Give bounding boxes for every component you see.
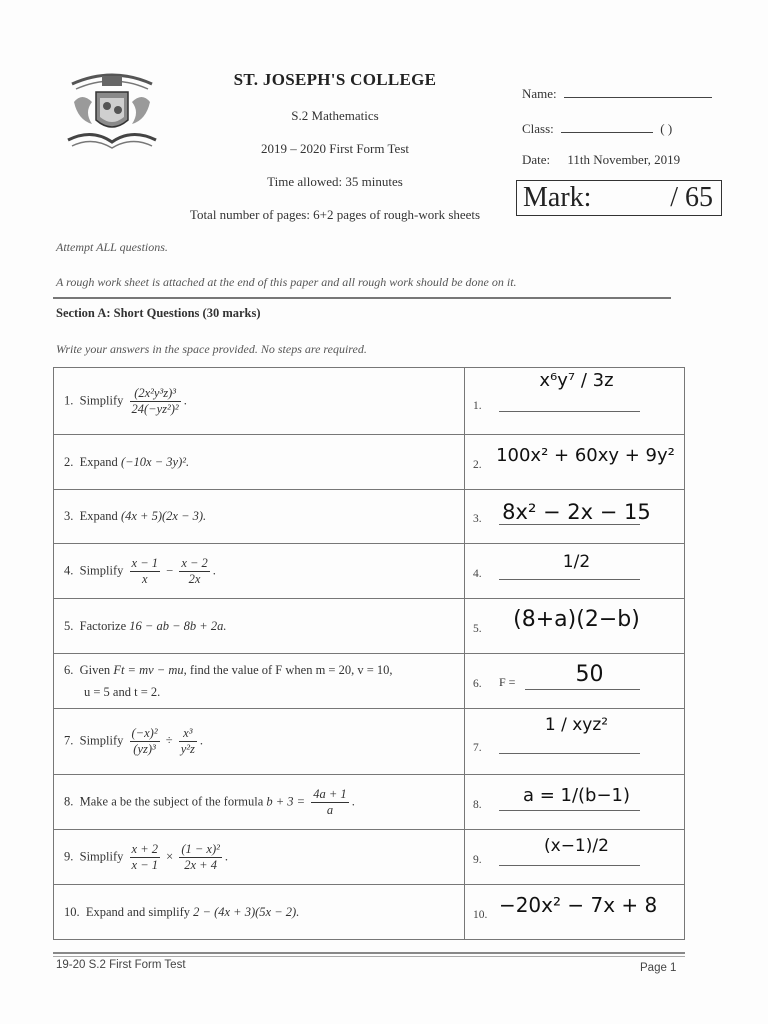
answer-line [499, 753, 640, 754]
answer-cell[interactable] [464, 709, 684, 775]
handwritten-answer: x⁶y⁷ / 3z [539, 370, 614, 391]
question-row [54, 599, 685, 654]
question-row [54, 709, 685, 775]
school-name: ST. JOSEPH'S COLLEGE [233, 70, 437, 89]
fraction-numerator: x − 2 [181, 555, 208, 570]
footer-test-name: 19-20 S.2 First Form Test [56, 959, 186, 971]
question-number: 6. [64, 663, 74, 677]
fraction-denominator: 2x [188, 571, 201, 586]
question-text: Expand and simplify [85, 904, 191, 919]
answer-cell[interactable] [464, 490, 684, 544]
answer-number: 3. [472, 513, 482, 525]
question-row [54, 830, 685, 885]
question-text-line2: u = 5 and t = 2. [84, 685, 161, 699]
fraction-numerator: x − 1 [131, 555, 158, 570]
answer-number: 7. [472, 742, 482, 754]
fraction-numerator: x + 2 [131, 841, 158, 856]
question-text: Factorize [79, 618, 127, 633]
question-text: Simplify [79, 392, 124, 407]
handwritten-answer: −20x² − 7x + 8 [498, 893, 658, 917]
answer-number: 8. [472, 799, 482, 811]
name-field[interactable] [522, 85, 712, 102]
fraction-numerator: 4a + 1 [313, 786, 347, 801]
question-row [54, 435, 685, 490]
date-field [522, 152, 680, 168]
question-number: 1. [64, 392, 74, 407]
class-field[interactable] [522, 120, 672, 137]
fraction-denominator: y²z [180, 742, 195, 756]
answer-number: 10. [472, 909, 488, 921]
question-expression: 16 − ab − 8b + 2a. [129, 618, 227, 633]
name-blank[interactable] [564, 85, 712, 98]
answer-line [499, 810, 640, 811]
fraction [311, 787, 348, 818]
question-expression: Ft = mv − mu [113, 663, 184, 677]
fraction-denominator: a [326, 802, 334, 817]
handwritten-answer: 1 / xyz² [544, 715, 609, 735]
class-blank[interactable] [561, 120, 653, 133]
answer-line [525, 689, 640, 690]
instruction-rough-work: A rough work sheet is attached at the end of this paper and all rough work should be done on it. [56, 275, 517, 289]
question-number: 4. [64, 562, 74, 577]
answer-cell[interactable] [464, 885, 684, 940]
question-cell: 4. Simplify $\frac{x - 1}{x}$ − $\frac{x - 2}{2x}$ . [54, 544, 465, 599]
question-cell [54, 435, 465, 490]
fraction [130, 842, 160, 873]
question-number: 10. [64, 904, 80, 919]
question-expression: 2 − (4x + 3)(5x − 2). [193, 904, 300, 919]
footer-rule [53, 952, 685, 954]
answer-cell[interactable] [464, 830, 684, 885]
fraction-denominator: (yz)³ [133, 742, 156, 756]
fraction [130, 726, 160, 757]
question-cell [54, 885, 465, 940]
question-number: 5. [64, 618, 74, 633]
question-number: 2. [64, 454, 74, 469]
question-text: Expand [79, 509, 118, 523]
mark-label: Mark: [523, 182, 592, 213]
answer-cell[interactable] [464, 435, 684, 490]
question-cell: 7. Simplify $\frac{\text{(−x)²}}{\text{(yz)³}}$ ÷ $\frac{\text{x³}}{\text{y²z}}$ . [54, 709, 465, 775]
fraction [130, 386, 181, 417]
handwritten-answer: a = 1/(b−1) [522, 785, 631, 806]
answer-number: 1. [472, 400, 482, 412]
question-row [54, 490, 685, 544]
question-text: Simplify [79, 733, 124, 748]
question-number: 7. [64, 733, 74, 748]
question-row [54, 885, 685, 940]
section-divider [53, 297, 671, 299]
question-row [54, 368, 685, 435]
class-number-paren: ( ) [660, 121, 673, 136]
operator: − [166, 562, 174, 577]
question-expression: (−10x − 3y)². [120, 454, 190, 469]
question-text: Make a be the subject of the formula [79, 793, 264, 808]
fraction-denominator: x [141, 571, 148, 586]
section-note: Write your answers in the space provided. No steps are required. [56, 342, 367, 356]
handwritten-answer: (x−1)/2 [544, 836, 609, 856]
time-allowed: Time allowed: 35 minutes [267, 174, 403, 189]
fraction-numerator: (2x²y³z)³ [130, 386, 181, 402]
question-cell [54, 490, 465, 544]
operator: × [166, 848, 174, 863]
question-table [53, 367, 685, 940]
section-title: Section A: Short Questions (30 marks) [56, 306, 261, 320]
question-text: Simplify [79, 848, 124, 863]
answer-cell[interactable] [464, 368, 684, 435]
question-text: Given [79, 663, 111, 677]
answer-number: 2. [472, 459, 482, 471]
answer-line [499, 865, 640, 866]
question-number: 3. [64, 509, 74, 523]
question-cell: 1. Simplify $\frac{\text{(2x²y³z)³}}{\text{24(−yz²)²}}$ . [54, 368, 465, 435]
date-value: 11th November, 2019 [567, 152, 681, 167]
name-label: Name: [522, 86, 557, 101]
handwritten-answer: 8x² − 2x − 15 [502, 500, 651, 524]
fraction [179, 726, 197, 757]
answer-cell[interactable] [464, 654, 684, 709]
fraction-denominator: x − 1 [131, 857, 158, 872]
answer-number: 4. [472, 568, 482, 580]
fraction-denominator: 2x + 4 [184, 857, 217, 872]
handwritten-answer: 50 [575, 662, 604, 687]
answer-line [499, 524, 640, 525]
question-cell [54, 654, 465, 709]
handwritten-answer: 100x² + 60xy + 9y² [496, 445, 675, 466]
question-text-continued: , find the value of F when m = 20, v = 10, [183, 663, 393, 677]
date-label: Date: [522, 152, 551, 167]
test-title: 2019 – 2020 First Form Test [260, 141, 409, 156]
question-cell [54, 599, 465, 654]
answer-cell[interactable] [464, 775, 684, 830]
fraction-numerator: (−x)² [131, 726, 158, 740]
fraction [179, 556, 209, 587]
handwritten-answer: (8+a)(2−b) [513, 607, 640, 632]
question-text: Expand [79, 454, 118, 469]
answer-number: 5. [472, 623, 482, 635]
class-label: Class: [522, 121, 554, 136]
question-row [54, 775, 685, 830]
operator: ÷ [165, 733, 173, 748]
question-number: 9. [64, 848, 74, 863]
question-row [54, 544, 685, 599]
instruction-attempt-all: Attempt ALL questions. [56, 240, 168, 254]
answer-line [499, 411, 640, 412]
subject: S.2 Mathematics [291, 108, 379, 123]
question-number: 8. [64, 793, 74, 808]
question-row [54, 654, 685, 709]
fraction [179, 842, 222, 873]
answer-line [499, 579, 640, 580]
answer-cell[interactable] [464, 544, 684, 599]
fraction-numerator: (1 − x)² [181, 841, 220, 856]
mark-total: / 65 [670, 182, 713, 213]
school-crest-logo [62, 62, 162, 157]
question-expression: (4x + 5)(2x − 3). [120, 509, 207, 523]
fraction-numerator: x³ [179, 726, 197, 742]
footer-page-number: Page 1 [640, 962, 677, 974]
handwritten-answer: 1/2 [562, 552, 591, 572]
question-text: Simplify [79, 562, 124, 577]
question-expression: b + 3 = [266, 793, 306, 808]
answer-number: 9. [472, 854, 482, 866]
fraction-denominator: 24(−yz²)² [131, 401, 179, 416]
page-count: Total number of pages: 6+2 pages of rough-work sheets [189, 207, 481, 222]
footer-rule-thin [53, 956, 685, 957]
mark-box [516, 180, 722, 216]
answer-prefix: F = [498, 675, 516, 689]
answer-number: 6. [472, 678, 482, 690]
question-cell: 8. Make a be the subject of the formula b + 3 = $\frac{4a + 1}{a}$ . [54, 775, 465, 830]
fraction [130, 556, 160, 587]
answer-cell[interactable] [464, 599, 684, 654]
question-cell: 9. Simplify $\frac{x + 2}{x - 1}$ × $\frac{\text{(1 − x)²}}{2x + 4}$ . [54, 830, 465, 885]
